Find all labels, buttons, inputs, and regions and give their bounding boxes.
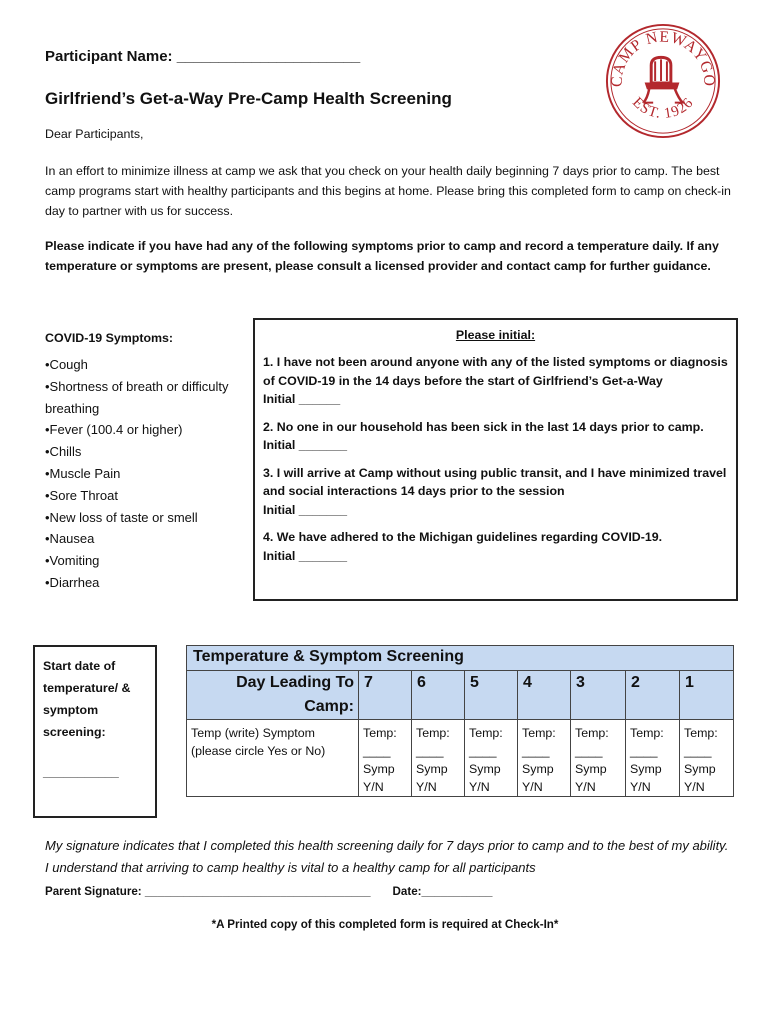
initial-field[interactable]: Initial _______ (263, 502, 348, 517)
participant-name-field: Participant Name: ______________________ (45, 48, 361, 65)
instruction-paragraph: Please indicate if you have had any of the following symptoms prior to camp and record a temperature daily. If any temperature or symptoms are present, please consult a licensed provider and contact camp for further guidance. (45, 239, 719, 273)
symptom-item: •Fever (100.4 or higher) (45, 422, 183, 438)
initial-item-3 (263, 464, 731, 520)
day-entry-cell[interactable]: Temp: ____ Symp Y/N (412, 720, 465, 797)
screening-title: Temperature & Symptom Screening (187, 646, 734, 671)
day-number: 7 (359, 671, 412, 720)
date-field[interactable]: Date:___________ (392, 885, 493, 898)
start-date-box (33, 645, 157, 818)
symptom-item: •Nausea (45, 531, 95, 547)
start-date-field[interactable]: ___________ (43, 765, 119, 779)
form-title: Girlfriend’s Get-a-Way Pre-Camp Health Screening (45, 89, 452, 108)
initial-item-text: 4. We have adhered to the Michigan guidelines regarding COVID-19. (263, 530, 663, 544)
camp-logo (604, 22, 722, 140)
symptom-item: •New loss of taste or smell (45, 509, 198, 525)
printed-copy-note: *A Printed copy of this completed form is required at Check-In* (211, 918, 559, 931)
symptom-item: •Shortness of breath or difficulty breathing (45, 378, 229, 416)
svg-text:EST. 1926 (629, 95, 697, 122)
signature-line (45, 885, 492, 898)
day-entry-cell[interactable]: Temp: ____ Symp Y/N (518, 720, 571, 797)
symptoms-list (45, 354, 245, 594)
day-number: 2 (626, 671, 680, 720)
symptom-item: •Cough (45, 357, 88, 372)
initial-item-1 (263, 353, 731, 409)
start-date-label: Start date of temperature/ & symptom screening: (43, 659, 131, 739)
initial-item-text: 3. I will arrive at Camp without using public transit, and I have minimized travel and social interactions 14 days prior to the session (263, 465, 727, 498)
day-number: 3 (571, 671, 626, 720)
initial-item-text: 2. No one in our household has been sick in the last 14 days prior to camp. (263, 419, 704, 434)
greeting: Dear Participants, (45, 127, 144, 141)
initial-field[interactable]: Initial _______ (263, 548, 348, 563)
initial-item-text: 1. I have not been around anyone with any of the listed symptoms or diagnosis of COVID-19 in the 14 days before the start of Girlfriend’s Get-a-Way (263, 355, 728, 388)
parent-signature-field[interactable]: Parent Signature: ___________________________________ (45, 885, 371, 898)
initial-field[interactable]: Initial _______ (263, 438, 348, 452)
intro-paragraph: In an effort to minimize illness at camp we ask that you check on your health daily beginning 7 days prior to camp. The best camp programs start with healthy participants and this begins at home. Please bring this completed form to camp on check-in day to partner with us for success. (45, 164, 731, 218)
screening-table (186, 645, 734, 797)
symptoms-title: COVID-19 Symptoms: (45, 331, 174, 345)
signature-statement: My signature indicates that I completed this health screening daily for 7 days prior to camp and to the best of my ability. I understand that arriving to camp healthy is vital to a healthy camp for all participants (45, 838, 729, 875)
day-entry-cell[interactable]: Temp: ____ Symp Y/N (465, 720, 518, 797)
row-description: Temp (write) Symptom (please circle Yes or No) (187, 720, 359, 797)
chair-icon (643, 57, 684, 102)
initial-item-4 (263, 528, 731, 565)
day-number: 1 (680, 671, 734, 720)
symptom-item: •Sore Throat (45, 487, 118, 503)
symptom-item: •Chills (45, 444, 82, 460)
day-number: 4 (518, 671, 571, 720)
day-entry-cell[interactable]: Temp: ____ Symp Y/N (626, 720, 680, 797)
initial-item-2 (263, 418, 731, 455)
logo-text-top: CAMP NEWAYGO (608, 28, 718, 88)
day-number: 6 (412, 671, 465, 720)
initials-heading: Please initial: (455, 328, 536, 342)
initial-field[interactable]: Initial ______ (263, 392, 341, 406)
initials-box (253, 318, 738, 601)
logo-text-bottom: EST. 1926 (629, 94, 697, 123)
symptom-item: •Vomiting (45, 553, 100, 569)
day-number: 5 (465, 671, 518, 720)
symptom-item: •Muscle Pain (45, 465, 121, 481)
day-entry-cell[interactable]: Temp: ____ Symp Y/N (359, 720, 412, 797)
day-entry-cell[interactable]: Temp: ____ Symp Y/N (571, 720, 626, 797)
day-entry-cell[interactable]: Temp: ____ Symp Y/N (680, 720, 734, 797)
day-label: Day Leading To Camp: (187, 671, 359, 720)
symptom-item: •Diarrhea (45, 574, 100, 590)
